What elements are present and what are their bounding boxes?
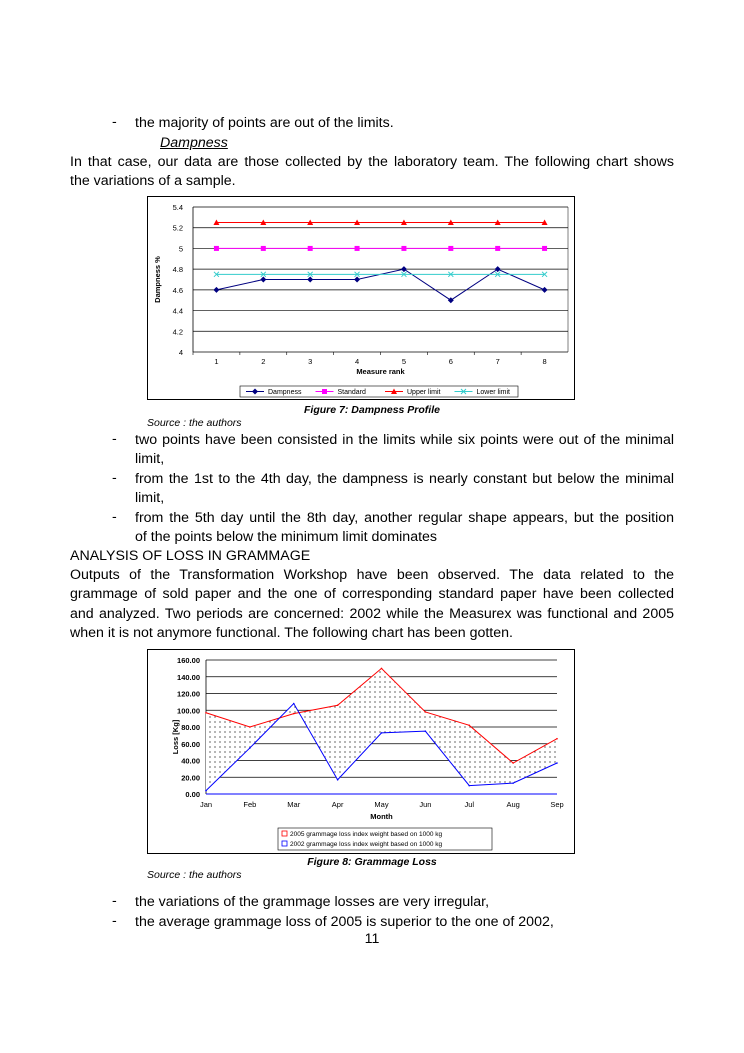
section-heading: ANALYSIS OF LOSS IN GRAMMAGE (70, 548, 311, 564)
legend-label-upper-limit: Upper limit (407, 389, 441, 396)
2005-series-point (337, 704, 339, 706)
bullet-text: from the 1st to the 4th day, the dampness is nearly constant but below the minimal (135, 471, 674, 487)
intro-line-1: In that case, our data are those collected by the laboratory team. The following chart shows (70, 154, 674, 170)
2002-series-point (512, 782, 514, 784)
y-tick-label: 4.4 (172, 306, 183, 316)
y-tick-label: 4.2 (172, 327, 183, 337)
2005-series-point (249, 726, 251, 728)
dampness-heading: Dampness (160, 135, 228, 151)
standard-point (308, 246, 313, 251)
bullet-dash: - (112, 470, 117, 486)
y-tick-label: 100.00 (177, 706, 200, 716)
y-axis-label: Loss [Kg] (171, 719, 180, 755)
x-tick-label: Mar (287, 800, 301, 809)
2002-series-point (425, 730, 427, 732)
2002-series-point (556, 762, 558, 764)
legend-swatch-2002-series (282, 841, 287, 846)
x-tick-label: Sep (550, 800, 564, 809)
dampness-point (213, 287, 219, 293)
dampness-chart (148, 197, 574, 399)
loss-line-3: and analyzed. Two periods are concerned: 2002 while the Measurex was functional and 2005 (70, 606, 674, 622)
standard-point (401, 246, 406, 251)
y-tick-label: 4.8 (172, 265, 183, 275)
y-tick-label: 140.00 (177, 672, 200, 682)
y-axis-label: Dampness % (153, 256, 162, 303)
2002-series-point (249, 747, 251, 749)
x-tick-label: 6 (448, 357, 453, 366)
bullet-dash: - (112, 114, 117, 130)
2002-series-point (381, 732, 383, 734)
dampness-point (448, 297, 454, 303)
2005-series-point (293, 713, 295, 715)
intro-line-2: the variations of a sample. (70, 173, 236, 189)
x-tick-label: 4 (354, 357, 360, 366)
2002-series-point (205, 790, 207, 792)
x-tick-label: 2 (261, 357, 266, 366)
legend-label-dampness: Dampness (268, 389, 302, 396)
bullet-text: limit, (135, 490, 165, 506)
dampness-point (495, 266, 501, 272)
x-tick-label: 3 (308, 357, 313, 366)
y-tick-label: 5.4 (172, 203, 183, 212)
x-axis-label: Month (370, 812, 393, 821)
dampness-line (216, 269, 544, 300)
x-tick-label: Jun (419, 800, 432, 809)
2005-series-point (468, 725, 470, 727)
bullet-text: of the points below the minimum limit dominates (135, 529, 438, 545)
bullet-text: the majority of points are out of the limits. (135, 115, 394, 131)
y-tick-label: 0.00 (185, 790, 200, 799)
x-tick-label: Jul (464, 800, 475, 809)
legend-swatch-2005-series (282, 831, 287, 836)
y-tick-label: 160.00 (177, 656, 200, 665)
x-tick-label: Aug (506, 800, 520, 809)
loss-line-4: when it is not anymore functional. The following chart has been gotten. (70, 625, 513, 641)
x-tick-label: Jan (199, 800, 213, 809)
standard-point (355, 246, 360, 251)
dampness-chart-frame (147, 196, 575, 400)
legend-label-2005-series: 2005 grammage loss index weight based on 1000 kg (290, 831, 443, 838)
standard-point (214, 246, 219, 251)
bullet-dash: - (112, 913, 117, 929)
loss-line-2: grammage of sold paper and the one of corresponding standard paper have been collected (70, 586, 674, 602)
bullet-text: limit, (135, 451, 165, 467)
2002-series-point (337, 779, 339, 781)
dampness-point (401, 266, 407, 272)
loss-gap-area (206, 668, 557, 790)
2005-series-point (556, 738, 558, 740)
2002-series-point (293, 703, 295, 705)
y-tick-label: 5.2 (172, 223, 183, 233)
legend-label-lower-limit: Lower limit (476, 389, 510, 396)
y-tick-label: 5 (178, 244, 183, 254)
2005-series-point (512, 762, 514, 764)
x-tick-label: 8 (542, 357, 547, 366)
x-tick-label: Apr (331, 800, 344, 809)
2005-series-point (381, 668, 383, 670)
bullet-dash: - (112, 893, 117, 909)
y-tick-label: 4 (178, 348, 183, 357)
bullet-text: the average grammage loss of 2005 is superior to the one of 2002, (135, 914, 554, 930)
x-tick-label: Feb (243, 800, 257, 809)
legend-marker-standard (322, 389, 327, 394)
dampness-point (542, 287, 548, 293)
standard-point (495, 246, 500, 251)
bullet-text: from the 5th day until the 8th day, another regular shape appears, but the position (135, 510, 674, 526)
legend-label-standard: Standard (337, 389, 366, 396)
y-tick-label: 80.00 (181, 723, 200, 732)
x-axis-label: Measure rank (356, 367, 405, 376)
grammage-chart-frame (147, 649, 575, 854)
bullet-text: the variations of the grammage losses are very irregular, (135, 894, 490, 910)
standard-point (448, 246, 453, 251)
2005-series-point (425, 711, 427, 713)
dampness-point (354, 277, 360, 283)
page-number: 11 (364, 931, 380, 947)
x-tick-label: 5 (401, 357, 407, 366)
x-tick-label: 1 (214, 357, 219, 366)
bullet-dash: - (112, 431, 117, 447)
loss-line-1: Outputs of the Transformation Workshop have been observed. The data related to the (70, 567, 674, 583)
2005-series-point (205, 712, 207, 714)
figure7-caption: Figure 7: Dampness Profile (304, 404, 440, 416)
2002-series-point (468, 785, 470, 787)
x-tick-label: 7 (495, 357, 500, 366)
dampness-point (307, 277, 313, 283)
x-tick-label: May (374, 800, 389, 809)
grammage-chart (148, 650, 574, 853)
y-tick-label: 40.00 (181, 756, 200, 766)
figure8-source: Source : the authors (147, 869, 242, 881)
bullet-text: two points have been consisted in the limits while six points were out of the minimal (135, 432, 674, 448)
y-tick-label: 20.00 (181, 773, 200, 783)
figure8-caption: Figure 8: Grammage Loss (307, 856, 437, 868)
figure7-source: Source : the authors (147, 417, 242, 429)
standard-point (542, 246, 547, 251)
dampness-point (260, 277, 266, 283)
legend-label-2002-series: 2002 grammage loss index weight based on 1000 kg (290, 841, 443, 848)
standard-point (261, 246, 266, 251)
y-tick-label: 120.00 (177, 689, 200, 699)
y-tick-label: 60.00 (181, 739, 200, 749)
bullet-dash: - (112, 509, 117, 525)
y-tick-label: 4.6 (172, 285, 183, 295)
